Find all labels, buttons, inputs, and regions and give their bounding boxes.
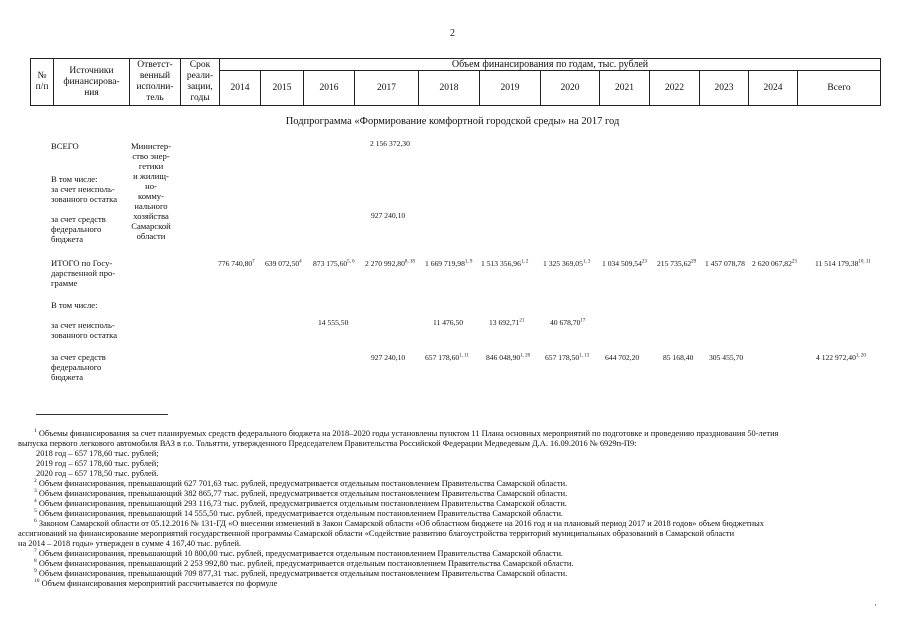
footnote-text: Объем финансирования, превышающий 10 800,00 тыс. рублей, предусматривается отдельным постановлением Правительства Самарской области. — [38, 549, 564, 558]
value: 644 702,20 — [605, 353, 640, 362]
footnote — [18, 509, 888, 519]
ministry-line: комму- — [138, 191, 164, 201]
footnote — [18, 439, 888, 449]
label-line: федерального — [51, 224, 102, 234]
header-num-text: № п/п — [35, 71, 49, 92]
label-line: бюджета — [51, 372, 84, 382]
header-year: 2022 — [650, 71, 700, 106]
header-funding-group: Объем финансирования по годам, тыс. рублей — [220, 59, 881, 71]
header-sources-text: Источники финансирова-ния — [63, 65, 120, 98]
label-line: за счет средств — [51, 352, 106, 362]
footnote-number: 5 — [34, 508, 37, 515]
federal-2017-value: 927 240,10 — [371, 211, 406, 220]
value: 215 735,62 — [657, 259, 692, 268]
label-line: зованного остатка — [51, 330, 118, 340]
footnote-text: ассигнований на финансирование мероприятий государственной программы Самарской области «Содействие развитию благоустройства территорий муниципальных образований в Самарской области — [18, 529, 735, 538]
itogo-value-2014 — [218, 259, 255, 268]
scan-mark: · — [874, 600, 877, 610]
value: 1 513 356,96 — [481, 259, 521, 268]
header-year: 2023 — [700, 71, 749, 106]
value: 2 270 992,80 — [365, 259, 405, 268]
ministry-line: Самарской — [131, 221, 171, 231]
unused-remainder-label — [51, 184, 117, 204]
footnotes — [18, 429, 888, 589]
footnote-text: Объем финансирования, превышающий 709 877,31 тыс. рублей, предусматривается отдельным постановлением Правительства Самарской области. — [38, 569, 568, 578]
footnote — [18, 489, 888, 499]
itogo-value-2018 — [425, 259, 472, 268]
footnote-number: 6 — [34, 518, 37, 525]
footnote — [18, 469, 888, 479]
federal-value-total — [816, 353, 866, 362]
footnote — [18, 549, 888, 559]
federal-value-2018 — [425, 353, 469, 362]
itogo-value-2015 — [265, 259, 302, 268]
unused-value-2020 — [550, 318, 585, 327]
footnote — [18, 519, 888, 529]
ministry-line: но- — [145, 181, 157, 191]
footnote-text: 2020 год – 657 178,50 тыс. рублей. — [36, 469, 159, 478]
header-responsible — [130, 59, 181, 106]
itogo-value-2019 — [481, 259, 528, 268]
footnote-number: 3 — [34, 488, 37, 495]
ministry-line: области — [136, 231, 166, 241]
label-line: федерального — [51, 362, 102, 372]
unused-value-2018 — [433, 318, 463, 327]
footnote — [18, 479, 888, 489]
value: 305 455,70 — [709, 353, 744, 362]
ministry-line: и жилищ- — [133, 171, 169, 181]
federal-value-2021 — [605, 353, 639, 362]
label-line: ИТОГО по Госу- — [51, 258, 113, 268]
label-line: дарственной про- — [51, 268, 116, 278]
label-line: бюджета — [51, 234, 84, 244]
itogo-value-2024 — [752, 259, 797, 268]
ministry-line: нального — [134, 201, 168, 211]
footnote-ref: 23 — [791, 259, 797, 265]
federal-value-2023 — [709, 353, 743, 362]
value: 776 740,80 — [218, 259, 253, 268]
federal-budget-label — [51, 352, 106, 382]
header-year: 2018 — [419, 71, 480, 106]
footnote-ref: 7 — [252, 259, 255, 265]
footnote-number: 8 — [34, 558, 37, 565]
federal-value-2019 — [486, 353, 530, 362]
footnote — [18, 559, 888, 569]
ministry-line: Министер- — [131, 141, 171, 151]
label-line: за счет средств — [51, 214, 106, 224]
footnote-text: Объем финансирования мероприятий рассчитывается по формуле — [41, 579, 278, 588]
footnote-text: Законом Самарской области от 05.12.2016 № 131-ГД «О внесении изменений в Закон Самарской области «Об областном бюджете на 2016 год и на плановый период 2017 и 2018 годов» объем бюджетных — [38, 519, 764, 528]
footnote-text: Объем финансирования, превышающий 14 555,50 тыс. рублей, предусматривается отдельным постановлением Правительства Самарской области. — [38, 509, 564, 518]
value: 873 175,60 — [313, 259, 348, 268]
footnote — [18, 569, 888, 579]
value: 846 048,90 — [486, 353, 521, 362]
value: 11 514 179,38 — [815, 259, 859, 268]
value: 1 457 078,78 — [705, 259, 745, 268]
header-year: Всего — [798, 71, 881, 106]
ministry-line: хозяйства — [133, 211, 169, 221]
row-label-vsego: ВСЕГО — [51, 141, 79, 151]
footnote-ref: 23 — [641, 259, 647, 265]
footnote — [18, 529, 888, 539]
unused-remainder-label — [51, 320, 117, 340]
footnote-ref: 5, 6 — [347, 259, 355, 265]
ministry-line: гетики — [138, 161, 164, 171]
federal-value-2017 — [371, 353, 405, 362]
footnote-number: 9 — [34, 568, 37, 575]
footnote-ref: 1, 2 — [520, 259, 529, 265]
footnote-number: 4 — [34, 498, 37, 505]
value: 4 122 972,40 — [816, 353, 856, 362]
value: 11 476,50 — [433, 318, 464, 327]
federal-budget-label — [51, 214, 106, 244]
footnote-ref: 1, 3 — [582, 259, 591, 265]
in-number-label: В том числе: — [51, 300, 98, 310]
label-line: грамме — [51, 278, 78, 288]
itogo-value-2020 — [543, 259, 590, 268]
footnote-ref: 1, 20 — [855, 353, 866, 359]
footnote-text: Объем финансирования, превышающий 627 701,63 тыс. рублей, предусматривается отдельным постановлением Правительства Самарской области. — [38, 479, 568, 488]
footnote-text: 2018 год – 657 178,60 тыс. рублей; — [36, 449, 159, 458]
subprogram-title: Подпрограмма «Формирование комфортной городской среды» на 2017 год — [285, 116, 620, 127]
header-year: 2019 — [480, 71, 541, 106]
footnote-text: Объем финансирования, превышающий 382 865,77 тыс. рублей, предусматривается отдельным постановлением Правительства Самарской области. — [38, 489, 568, 498]
footnote-ref: 1, 20 — [520, 353, 531, 359]
footnote-ref: 29 — [691, 259, 697, 265]
itogo-value-total — [815, 259, 871, 268]
value: 40 678,70 — [550, 318, 581, 327]
footnote — [18, 499, 888, 509]
footnote-text: Объемы финансирования за счет планируемых средств федерального бюджета на 2018–2020 годы установлены пунктом 11 Плана основных мероприятий по подготовке и проведению празднования 50-летия — [38, 429, 779, 438]
footnote-number: 2 — [34, 478, 37, 485]
footnote-number: 7 — [34, 548, 37, 555]
footnote — [18, 429, 888, 439]
value: 639 072,50 — [265, 259, 300, 268]
label-line: зованного остатка — [51, 194, 118, 204]
header-year: 2015 — [261, 71, 304, 106]
footnote-ref: 8, 18 — [404, 259, 415, 265]
footnote-ref: 10, 11 — [858, 259, 871, 265]
footnote-ref: 1, 9 — [464, 259, 473, 265]
footnote-number: 10 — [34, 578, 40, 585]
page-number: 2 — [450, 28, 455, 39]
itogo-value-2017 — [365, 259, 415, 268]
footnote-ref: 1, 11 — [459, 353, 469, 359]
footnote — [18, 449, 888, 459]
vsego-2017-value: 2 156 372,30 — [370, 139, 410, 148]
footnote-text: Объем финансирования, превышающий 2 253 992,80 тыс. рублей, предусматривается отдельным постановлением Правительства Самарской области. — [38, 559, 574, 568]
footnote-ref: 17 — [580, 318, 586, 324]
federal-value-2020 — [545, 353, 589, 362]
value: 657 178,60 — [425, 353, 460, 362]
header-term — [181, 59, 220, 106]
federal-value-2022 — [663, 353, 693, 362]
value: 14 555,50 — [318, 318, 349, 327]
header-responsible-text: Ответст-венный исполни-тель — [136, 60, 174, 103]
header-year: 2024 — [749, 71, 798, 106]
footnote-text: выпуска первого легкового автомобиля ВАЗ в г.о. Тольятти, утвержденного Председателем Правительства Российской Федерации Медведевым Д.А. 16.09.2016 № 6929п-П9: — [18, 439, 637, 448]
footnote-ref: 1, 13 — [579, 353, 590, 359]
header-year: 2016 — [304, 71, 355, 106]
footnote — [18, 459, 888, 469]
footnote-number: 1 — [34, 428, 37, 435]
value: 1 669 719,98 — [425, 259, 465, 268]
unused-value-2016 — [318, 318, 348, 327]
itogo-value-2022 — [657, 259, 696, 268]
footnote-separator — [36, 414, 168, 415]
header-num — [31, 59, 54, 106]
footnote-ref: 21 — [519, 318, 525, 324]
header-year: 2017 — [355, 71, 419, 106]
footnote-text: 2019 год – 657 178,60 тыс. рублей; — [36, 459, 159, 468]
value: 657 178,50 — [545, 353, 580, 362]
value: 2 620 067,82 — [752, 259, 792, 268]
footnote — [18, 539, 888, 549]
itogo-value-2023 — [705, 259, 745, 268]
value: 1 034 509,54 — [602, 259, 642, 268]
footnote-ref: 4 — [299, 259, 302, 265]
ministry-line: ство энер- — [132, 151, 170, 161]
footnote — [18, 579, 888, 589]
footnote-text: на 2014 – 2018 годы» утвержден в сумме 4 167,40 тыс. рублей. — [18, 539, 242, 548]
header-year: 2014 — [220, 71, 261, 106]
itogo-value-2016 — [313, 259, 355, 268]
value: 927 240,10 — [371, 353, 406, 362]
header-table — [30, 58, 881, 106]
label-line: за счет неисполь- — [51, 320, 115, 330]
header-term-text: Срок реали-зации, годы — [186, 60, 214, 103]
responsible-ministry — [131, 141, 171, 241]
in-number-label: В том числе: — [51, 174, 98, 184]
header-year: 2020 — [541, 71, 600, 106]
value: 85 168,40 — [663, 353, 694, 362]
label-line: за счет неисполь- — [51, 184, 115, 194]
itogo-label — [51, 258, 115, 288]
header-year: 2021 — [600, 71, 650, 106]
value: 1 325 369,05 — [543, 259, 583, 268]
footnote-text: Объем финансирования, превышающий 293 116,73 тыс. рублей, предусматривается отдельным постановлением Правительства Самарской области. — [38, 499, 567, 508]
itogo-value-2021 — [602, 259, 647, 268]
header-sources — [54, 59, 130, 106]
value: 13 692,71 — [489, 318, 520, 327]
unused-value-2019 — [489, 318, 524, 327]
